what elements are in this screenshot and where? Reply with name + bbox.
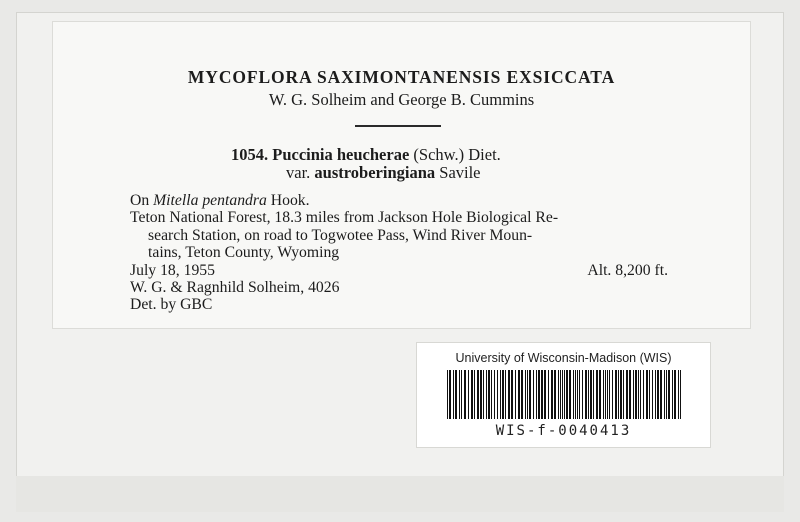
- barcode-bar: [455, 370, 457, 419]
- barcode-bar: [468, 370, 469, 419]
- barcode-bar: [652, 370, 653, 419]
- barcode-bar: [554, 370, 556, 419]
- host-line: [130, 192, 668, 209]
- barcode-bar: [502, 370, 504, 419]
- barcode-bar: [569, 370, 571, 419]
- barcode-bar: [566, 370, 568, 419]
- series-title: MYCOFLORA SAXIMONTANENSIS EXSICCATA: [187, 67, 616, 87]
- variety-authority: Savile: [439, 163, 481, 182]
- barcode-bar: [518, 370, 520, 419]
- barcode-bar: [633, 370, 634, 419]
- taxon-authority: (Schw.) Diet.: [413, 145, 501, 164]
- locality-line-1: Teton National Forest, 18.3 miles from Jackson Hole Biological Re-: [130, 209, 559, 227]
- barcode-bar: [461, 370, 462, 419]
- barcode-bar: [655, 370, 656, 419]
- determiner: Det. by GBC: [130, 296, 213, 314]
- institution-name: University of Wisconsin-Madison (WIS): [455, 351, 672, 365]
- barcode-bar: [551, 370, 553, 419]
- variety-prefix: var.: [286, 163, 311, 182]
- barcode-bar: [599, 370, 601, 419]
- barcode-bar: [449, 370, 451, 419]
- barcode-bar: [640, 370, 641, 419]
- collectors: W. G. Solheim and George B. Cummins: [268, 90, 535, 109]
- barcode-bar: [538, 370, 540, 419]
- barcode-bar: [623, 370, 624, 419]
- barcode-bar: [464, 370, 466, 419]
- barcode-bar: [672, 370, 673, 419]
- barcode-bar: [558, 370, 559, 419]
- barcode-bar: [666, 370, 667, 419]
- barcode-label: [417, 343, 710, 447]
- barcode-bar: [643, 370, 644, 419]
- barcode-bar: [508, 370, 510, 419]
- locality-line-2: search Station, on road to Togwotee Pass, Wind River Moun-: [148, 226, 533, 244]
- barcode-bar: [657, 370, 659, 419]
- variety-name: austroberingiana: [314, 163, 436, 182]
- barcode-bar: [660, 370, 662, 419]
- taxon-line: [231, 146, 501, 164]
- barcode-bar: [585, 370, 587, 419]
- altitude: Alt. 8,200 ft.: [587, 261, 668, 279]
- barcode-bar: [474, 370, 475, 419]
- barcode-bar: [527, 370, 528, 419]
- exsiccata-number: 1054.: [231, 145, 269, 164]
- locality-line-3: tains, Teton County, Wyoming: [148, 244, 340, 262]
- barcode-bar: [588, 370, 589, 419]
- barcode-bar: [678, 370, 679, 419]
- barcode-bar: [596, 370, 598, 419]
- barcode-bar: [453, 370, 454, 419]
- barcode-bar: [515, 370, 516, 419]
- barcode-bar: [618, 370, 619, 419]
- host-prefix: On: [130, 192, 150, 209]
- barcode-bar: [668, 370, 670, 419]
- date-altitude-row: [130, 262, 668, 279]
- barcode-bar: [511, 370, 513, 419]
- barcode-bar: [497, 370, 498, 419]
- barcode-bar: [629, 370, 631, 419]
- barcode-bar: [477, 370, 479, 419]
- barcode-bar: [609, 370, 610, 419]
- barcode-bar: [525, 370, 526, 419]
- barcode-bar: [564, 370, 565, 419]
- barcode-bar: [612, 370, 613, 419]
- host-authority: Hook.: [270, 192, 310, 209]
- barcode-bar: [646, 370, 648, 419]
- barcode-bar: [548, 370, 549, 419]
- barcode-bar: [575, 370, 576, 419]
- barcode-bar: [533, 370, 534, 419]
- barcode-bar: [486, 370, 487, 419]
- variety-line: [231, 164, 501, 182]
- barcode-bar: [674, 370, 676, 419]
- barcode-bar: [544, 370, 546, 419]
- barcode-bar: [620, 370, 622, 419]
- barcode-bar: [577, 370, 578, 419]
- collector-number: W. G. & Ragnhild Solheim, 4026: [130, 279, 340, 297]
- barcode-bar: [615, 370, 617, 419]
- label-body: [130, 192, 668, 314]
- barcode-bar: [649, 370, 650, 419]
- barcode-bars: [447, 370, 681, 419]
- barcode-bar: [471, 370, 473, 419]
- barcode-bar: [590, 370, 592, 419]
- barcode-bar: [505, 370, 506, 419]
- barcode-bar: [488, 370, 490, 419]
- barcode-bar: [521, 370, 523, 419]
- barcode-bar: [664, 370, 665, 419]
- barcode-bar: [593, 370, 594, 419]
- barcode-bar: [635, 370, 637, 419]
- barcode-bar: [579, 370, 580, 419]
- barcode-bar: [483, 370, 484, 419]
- taxon-block: [231, 146, 501, 182]
- barcode-bar: [459, 370, 460, 419]
- barcode-bar: [529, 370, 531, 419]
- barcode-bar: [447, 370, 448, 419]
- host-name: Mitella pentandra: [153, 192, 267, 209]
- barcode-bar: [680, 370, 681, 419]
- barcode-bar: [603, 370, 604, 419]
- barcode-bar: [605, 370, 606, 419]
- packet-fold: [16, 476, 784, 512]
- barcode-bar: [638, 370, 639, 419]
- collection-date: July 18, 1955: [130, 261, 215, 279]
- barcode-bar: [562, 370, 563, 419]
- barcode-bar: [541, 370, 543, 419]
- specimen-label: [53, 22, 750, 328]
- barcode-bar: [607, 370, 608, 419]
- barcode-bar: [491, 370, 492, 419]
- barcode-bar: [573, 370, 574, 419]
- barcode-bar: [582, 370, 583, 419]
- barcode-bar: [500, 370, 501, 419]
- taxon-name: Puccinia heucherae: [272, 145, 410, 164]
- barcode-bar: [626, 370, 628, 419]
- barcode-bar: [480, 370, 482, 419]
- barcode-bar: [536, 370, 537, 419]
- divider-rule: [355, 125, 441, 127]
- barcode-bar: [560, 370, 561, 419]
- barcode-number: WIS-f-0040413: [495, 423, 632, 439]
- barcode-bar: [494, 370, 495, 419]
